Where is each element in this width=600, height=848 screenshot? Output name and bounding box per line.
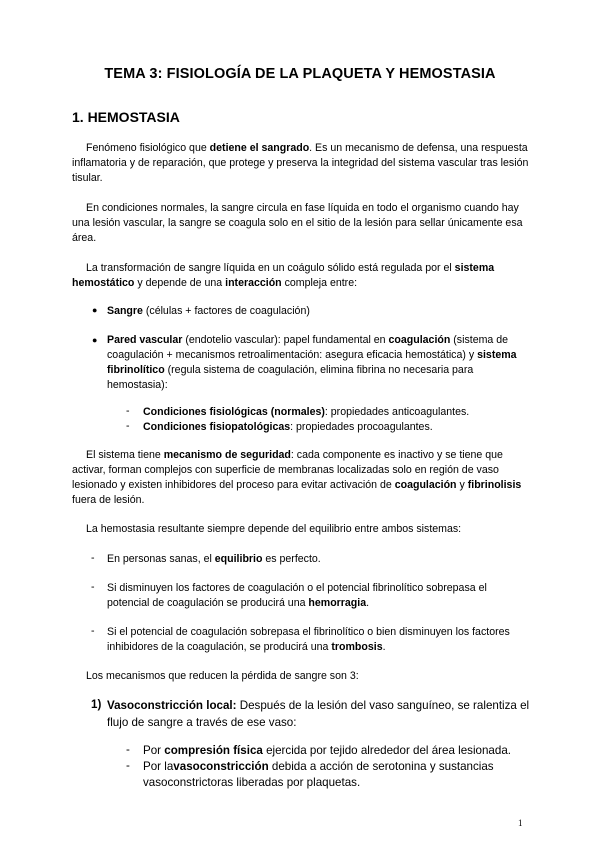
bold-text: Pared vascular	[107, 334, 183, 346]
dash-icon: -	[126, 759, 130, 772]
dash-icon: -	[91, 625, 95, 637]
bullet-icon: ●	[92, 335, 98, 345]
sub-item-compression	[143, 743, 531, 759]
text: debida a acción de serotonina y sustancias vasoconstrictoras liberadas por plaquetas.	[143, 760, 494, 789]
bold-text: detiene el sangrado	[209, 142, 310, 154]
text: compleja entre:	[281, 277, 358, 289]
text: .	[366, 597, 370, 609]
text: : propiedades procoagulantes.	[290, 421, 433, 433]
text: : cada componente es inactivo y se tiene que activar, forman complejos con superficie de membranas localizadas solo en región de vaso lesionado y existen inhibidores del proceso para evitar activación de	[72, 449, 503, 491]
text: (células + factores de coagulación)	[142, 305, 310, 317]
bold-text: fibrinolisis	[467, 479, 522, 491]
bold-text: sistema fibrinolítico	[107, 349, 517, 376]
text: ejercida por tejido alrededor del área lesionada.	[262, 744, 511, 757]
dash-icon: -	[126, 420, 130, 432]
text: es perfecto.	[262, 553, 321, 565]
paragraph-regulation	[72, 261, 530, 291]
text: Después de la lesión del vaso sanguíneo, se ralentiza el flujo de sangre a través de ese vaso:	[107, 699, 530, 729]
bullet-sangre	[107, 304, 530, 319]
item-hemorrhage	[107, 581, 530, 611]
document-title: TEMA 3: FISIOLOGÍA DE LA PLAQUETA Y HEMOSTASIA	[104, 66, 496, 82]
bold-text: equilibrio	[214, 553, 263, 565]
sub-item-fisiologicas	[143, 405, 469, 420]
text: (regula sistema de coagulación, elimina fibrina no necesaria para hemostasia):	[107, 364, 474, 391]
page-number: 1	[518, 818, 523, 828]
bold-text: hemorragia	[308, 597, 367, 609]
bold-text: trombosis	[331, 641, 383, 653]
text: Si el potencial de coagulación sobrepasa el fibrinolítico o bien disminuyen los factores inhibidores de la coagulación, se producirá una	[107, 626, 510, 653]
text: .	[382, 641, 386, 653]
text: La transformación de sangre líquida en un coágulo sólido está regulada por el	[86, 262, 455, 274]
bold-text: coagulación	[388, 334, 451, 346]
bold-text: Condiciones fisiopatológicas	[143, 421, 291, 433]
text: Por	[143, 744, 165, 757]
text: Si disminuyen los factores de coagulación o el potencial fibrinolítico sobrepasa el potencial de coagulación se producirá una	[107, 582, 487, 609]
paragraph-balance: La hemostasia resultante siempre depende del equilibrio entre ambos sistemas:	[86, 523, 462, 535]
bold-text: compresión física	[164, 744, 263, 757]
item-healthy	[107, 552, 530, 567]
bold-text: coagulación	[394, 479, 457, 491]
text: y	[456, 479, 468, 491]
paragraph-mechanisms: Los mecanismos que reducen la pérdida de sangre son 3:	[86, 670, 359, 682]
text: En personas sanas, el	[107, 553, 215, 565]
bold-text: interacción	[225, 277, 282, 289]
item-thrombosis	[107, 625, 530, 655]
list-number: 1)	[91, 698, 102, 711]
dash-icon: -	[91, 552, 95, 564]
dash-icon: -	[126, 743, 130, 756]
bold-text: Vasoconstricción local:	[107, 699, 237, 712]
paragraph-definition	[72, 141, 530, 186]
section-heading: 1. HEMOSTASIA	[72, 109, 180, 125]
text: : propiedades anticoagulantes.	[324, 406, 470, 418]
text: fuera de lesión.	[72, 494, 145, 506]
text: (sistema de coagulación + mecanismos retroalimentación: asegura eficacia hemostática) y	[107, 334, 509, 361]
text: Fenómeno fisiológico que	[86, 142, 210, 154]
item-vasoconstriction	[107, 697, 532, 731]
text: El sistema tiene	[86, 449, 164, 461]
bullet-pared-vascular	[107, 333, 530, 393]
bold-text: sistema hemostático	[72, 262, 495, 289]
bold-text: Condiciones fisiológicas (normales)	[143, 406, 325, 418]
bold-text: Sangre	[107, 305, 143, 317]
sub-item-vasoconstriction	[143, 759, 531, 791]
paragraph-normal-conditions: En condiciones normales, la sangre circula en fase líquida en todo el organismo cuando hay una lesión vascular, la sangre se coagula solo en el sitio de la lesión para sellar únicamente esa área.	[72, 202, 523, 244]
text: Por la	[143, 760, 174, 773]
bold-text: mecanismo de seguridad	[163, 449, 291, 461]
dash-icon: -	[126, 405, 130, 417]
text: y depende de una	[134, 277, 226, 289]
text: (endotelio vascular): papel fundamental en	[182, 334, 389, 346]
text: . Es un mecanismo de defensa, una respuesta inflamatoria y de reparación, que protege y preserva la integridad del sistema vascular tras lesión tisular.	[72, 142, 529, 184]
dash-icon: -	[91, 581, 95, 593]
bold-text: vasoconstricción	[173, 760, 269, 773]
sub-item-fisiopatologicas	[143, 420, 433, 435]
bullet-icon: ●	[92, 305, 98, 315]
paragraph-safety-mechanism	[72, 448, 530, 508]
